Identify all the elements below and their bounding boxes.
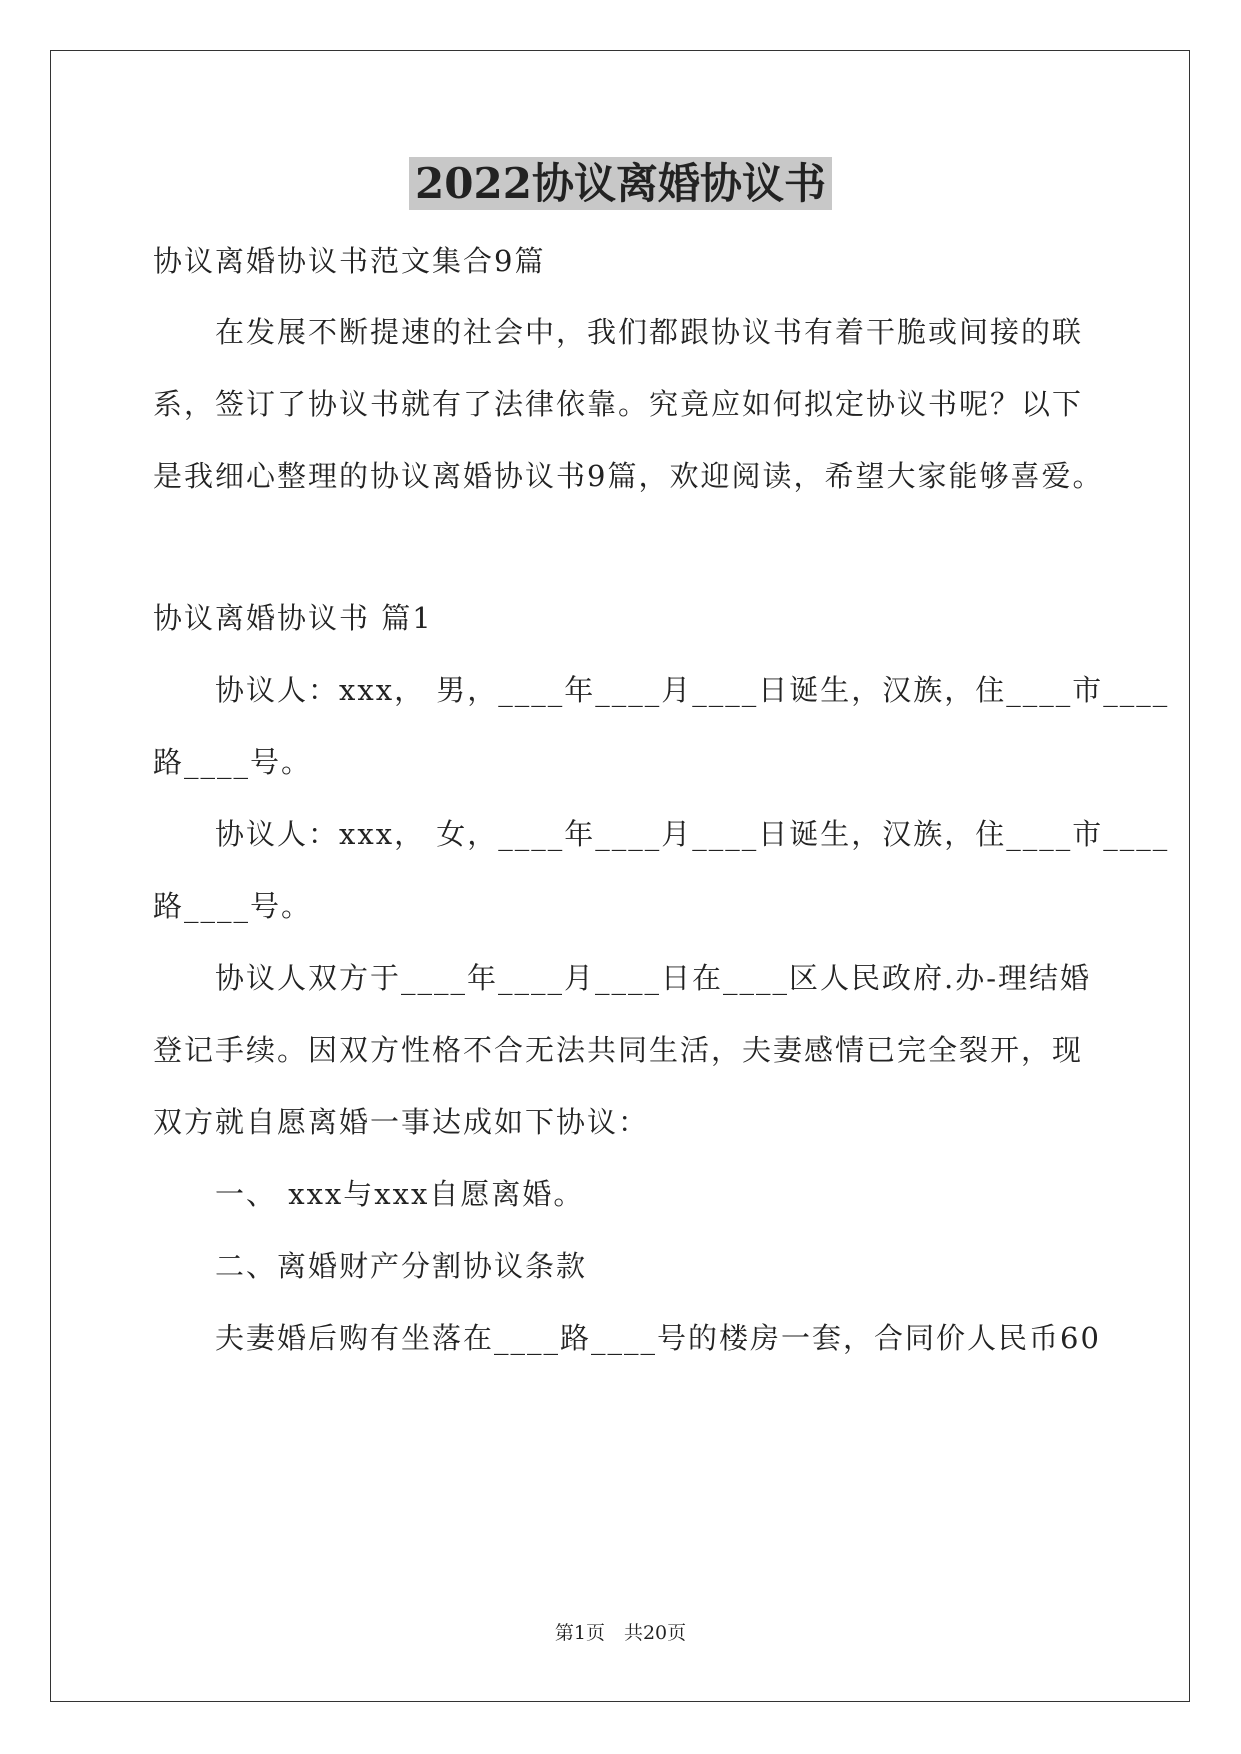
document-title <box>0 156 1241 212</box>
page-footer: 第1页 共20页 <box>554 1622 687 1644</box>
paragraph-line: 登记手续。因双方性格不合无法共同生活，夫妻感情已完全裂开，现 <box>153 1033 1084 1067</box>
clause-line: 一、 xxx与xxx自愿离婚。 <box>215 1177 585 1211</box>
paragraph-line: 协议人：xxx， 女，____年____月____日诞生，汉族，住____市____ <box>215 817 1170 851</box>
paragraph-line: 路____号。 <box>153 889 313 923</box>
paragraph-line: 路____号。 <box>153 745 313 779</box>
paragraph-line: 协议人双方于____年____月____日在____区人民政府.办-理结婚 <box>215 961 1092 995</box>
paragraph-line: 在发展不断提速的社会中，我们都跟协议书有着干脆或间接的联 <box>215 315 1084 349</box>
section-heading: 协议离婚协议书 篇1 <box>153 601 433 635</box>
paragraph-line: 夫妻婚后购有坐落在____路____号的楼房一套，合同价人民币60 <box>215 1321 1101 1355</box>
page-border <box>50 50 1190 1702</box>
paragraph-line: 双方就自愿离婚一事达成如下协议： <box>153 1105 650 1139</box>
document-title-text: 2022协议离婚协议书 <box>409 157 832 210</box>
clause-heading: 二、离婚财产分割协议条款 <box>215 1249 588 1283</box>
paragraph-line: 是我细心整理的协议离婚协议书9篇，欢迎阅读，希望大家能够喜爱。 <box>153 459 1104 493</box>
paragraph-line: 系，签订了协议书就有了法律依靠。究竟应如何拟定协议书呢？以下 <box>153 387 1084 421</box>
paragraph-line: 协议人：xxx， 男，____年____月____日诞生，汉族，住____市____ <box>215 673 1170 707</box>
subtitle-line: 协议离婚协议书范文集合9篇 <box>153 244 546 278</box>
